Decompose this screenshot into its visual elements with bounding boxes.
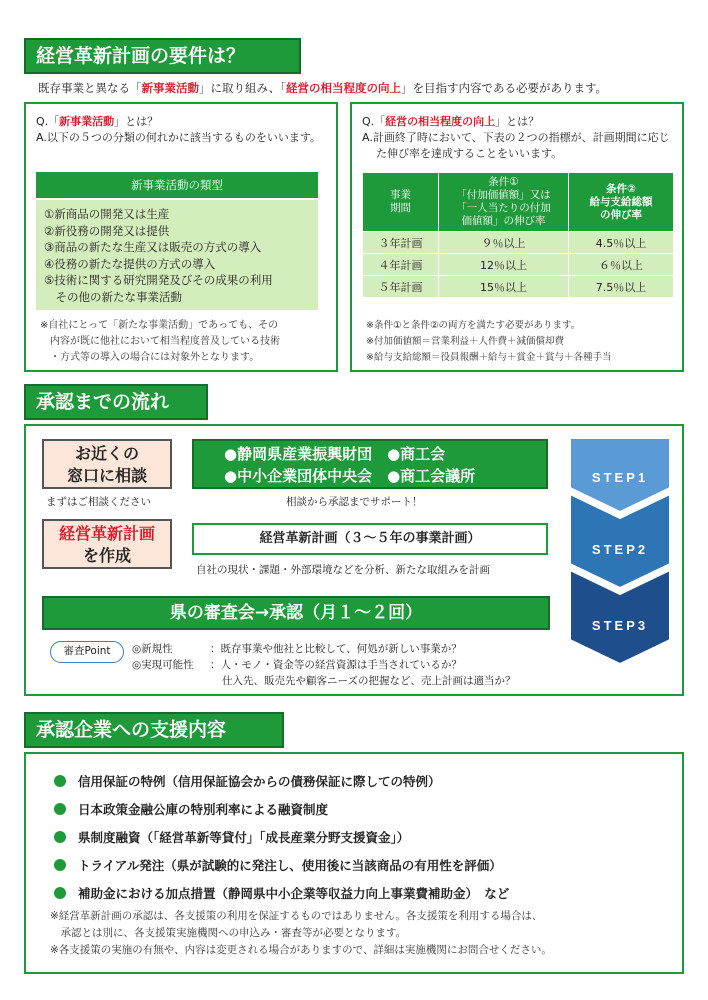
types-list [36, 200, 318, 310]
table-row: ３年計画 ９％以上 4.5％以上 [363, 232, 674, 254]
consult-box: お近くの 窓口に相談 [42, 439, 172, 489]
bullet-icon [54, 859, 66, 871]
consult-caption: まずはご相談ください [46, 496, 151, 508]
support-item: 日本政策金融公庫の特別利率による融資制度 [54, 800, 328, 818]
review-council-bar: 県の審査会→承認（月１～２回） [42, 596, 550, 630]
improvement-question: Q.「経営の相当程度の向上」とは？ [362, 115, 540, 128]
step1-label: STEP1 [591, 470, 649, 485]
bullet-icon [54, 887, 66, 899]
support-item: 県制度融資（「経営革新等貸付」「成長産業分野支援資金」） [54, 828, 409, 846]
table-header: 事業 期間 [363, 173, 439, 232]
support-note: ※経営革新計画の承認は、各支援策の利用を保証するものではありません。各支援策を利用する場合は、 [50, 910, 543, 922]
conditions-table [362, 172, 674, 298]
type-item: その他の新たな事業活動 [44, 289, 182, 304]
bullet-icon [54, 831, 66, 843]
support-item: 信用保証の特例（信用保証協会からの債務保証に際しての特例） [54, 772, 441, 790]
new-business-answer: A.以下の５つの分類の何れかに該当するものをいいます。 [36, 131, 321, 144]
type-item: ②新役務の開発又は提供 [44, 223, 170, 238]
types-note: ※自社にとって「新たな事業活動」であっても、その 内容が既に他社において相当程度普及している技術 ・方式等の導入の場合には対象外となります。 [40, 320, 280, 363]
types-title: 新事業活動の類型 [36, 172, 318, 198]
step3-label: STEP3 [591, 618, 649, 633]
flow-heading: 承認までの流れ [24, 384, 208, 420]
bullet-icon [54, 803, 66, 815]
improvement-answer: A.計画終了時において、下表の２つの指標が、計画期間に応じた伸び率を達成することをいいます。 [362, 131, 670, 160]
criteria-label: ◎実現可能性 [132, 659, 194, 671]
step2-label: STEP2 [591, 542, 649, 557]
support-item: 補助金における加点措置（静岡県中小企業等収益力向上事業費補助金） など [54, 884, 509, 902]
new-business-question: Q.「新事業活動」とは？ [36, 115, 159, 128]
type-item: ④役務の新たな提供の方式の導入 [44, 256, 216, 271]
support-note: ※各支援策の実施の有無や、内容は変更される場合がありますので、詳細は実施機関にお問合せください。 [50, 944, 552, 956]
new-business-box [24, 102, 338, 372]
support-orgs-caption: 相談から承認までサポート！ [286, 496, 423, 508]
requirements-intro: 既存事業と異なる「新事業活動」に取り組み、「経営の相当程度の向上」を目指す内容である必要があります。 [38, 81, 608, 95]
type-item: ⑤技術に関する研究開発及びその成果の利用 [44, 273, 273, 287]
support-note: 承認とは別に、各支援策実施機関への申込み・審査等が必要となります。 [50, 927, 407, 939]
requirements-heading: 経営革新計画の要件は？ [24, 38, 301, 74]
criteria-text: ：人・モノ・資金等の経営資源は手当されているか？ [210, 659, 462, 671]
improvement-box [350, 102, 684, 372]
support-item: トライアル発注（県が試験的に発注し、使用後に当該商品の有用性を評価） [54, 856, 502, 874]
review-point-badge: 審査Point [50, 641, 124, 663]
criteria-text: 仕入先、販売先や顧客ニーズの把握など、売上計画は適当か？ [222, 675, 516, 687]
type-item: ①新商品の開発又は生産 [44, 207, 170, 221]
table-header: 条件② 給与支給総額 の伸び率 [569, 173, 674, 232]
criteria-label: ◎新規性 [132, 643, 173, 655]
business-plan-box: 経営革新計画（３～５年の事業計画） [192, 523, 548, 555]
table-header: 条件① 「付加価値額」又は 「一人当たりの付加 価値額」の伸び率 [439, 173, 569, 232]
criteria-text: ：既存事業や他社と比較して、何処が新しい事業か？ [210, 643, 462, 655]
plan-box: 経営革新計画 を作成 [42, 519, 172, 569]
type-item: ③商品の新たな生産又は販売の方式の導入 [44, 240, 262, 254]
plan-caption: 自社の現状・課題・外部環境などを分析、新たな取組みを計画 [196, 564, 490, 576]
table-row: ４年計画 12％以上 ６％以上 [363, 254, 674, 276]
table-row: ５年計画 15％以上 7.5％以上 [363, 276, 674, 298]
bullet-icon [54, 775, 66, 787]
step-arrows [568, 436, 672, 666]
support-heading: 承認企業への支援内容 [24, 712, 284, 748]
support-orgs-box: ●静岡県産業振興財団 ●商工会 ●中小企業団体中央会 ●商工会議所 [192, 439, 548, 489]
conditions-notes: ※条件①と条件②の両方を満たす必要があります。 ※付加価値額＝営業利益＋人件費＋減価償却費 ※給与支給総額＝役員報酬＋給与＋賞金＋賞与＋各種手当 [366, 320, 612, 363]
